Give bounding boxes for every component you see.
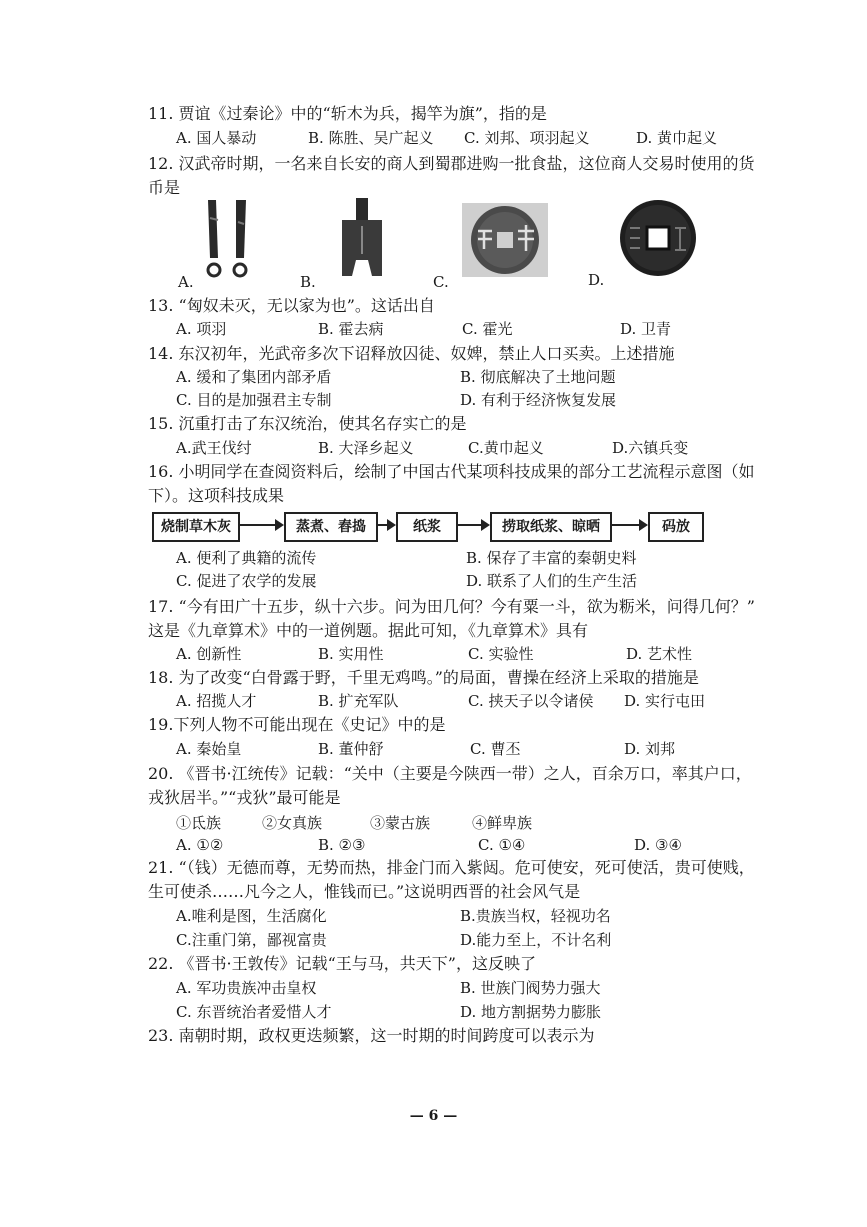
q14-option-b: B. 彻底解决了土地问题 [460,368,616,386]
q17-option-a: A. 创新性 [176,645,242,663]
q15-option-a: A.武王伐纣 [176,439,252,457]
q15-option-d: D.六镇兵变 [612,439,689,457]
q20-item-1: ①氐族 [176,814,222,832]
flow-step-2: 蒸煮、舂捣 [284,512,378,542]
q13-option-d: D. 卫青 [620,320,672,338]
q11-option-c: C. 刘邦、项羽起义 [464,129,590,147]
flow-step-5: 码放 [648,512,704,542]
spade-coin-icon [336,196,388,284]
q13-option-b: B. 霍去病 [318,320,384,338]
page-number: — 6 — [409,1108,458,1124]
q20-item-3: ③蒙古族 [370,814,431,832]
q21-option-c: C.注重门第，鄙视富贵 [176,931,327,949]
wuzhu-coin-icon [618,198,698,278]
banliang-coin-icon [462,203,548,277]
question-21-stem-cont: 生可使杀……凡今之人，惟钱而已。”这说明西晋的社会风气是 [148,882,581,901]
question-20-stem-cont: 戎狄居半。”“戎狄”最可能是 [148,788,341,807]
coin-label-b: B. [300,273,316,291]
q17-option-c: C. 实验性 [468,645,534,663]
q13-option-c: C. 霍光 [462,320,513,338]
q19-option-c: C. 曹丕 [470,740,521,758]
question-22-stem: 22. 《晋书·王敦传》记载“王与马，共天下”，这反映了 [148,954,536,973]
q22-option-a: A. 军功贵族冲击皇权 [176,979,317,997]
question-16-stem: 16. 小明同学在查阅资料后，绘制了中国古代某项科技成果的部分工艺流程示意图（如 [148,462,755,481]
question-11-stem: 11. 贾谊《过秦论》中的“斩木为兵，揭竿为旗”，指的是 [148,104,547,123]
flow-arrow-1 [240,524,282,526]
q21-option-b: B.贵族当权，轻视功名 [460,907,611,925]
question-21-stem: 21. “（钱）无德而尊，无势而热，排金门而入紫闼。危可使安，死可使活，贵可使贱， [148,858,755,877]
q20-option-b: B. ②③ [318,836,366,854]
q17-option-d: D. 艺术性 [626,645,693,663]
q20-item-2: ②女真族 [262,814,323,832]
q18-option-c: C. 挟天子以令诸侯 [468,692,594,710]
q14-option-a: A. 缓和了集团内部矛盾 [176,368,332,386]
q11-option-b: B. 陈胜、吴广起义 [308,129,434,147]
flow-arrow-2 [378,524,394,526]
q14-option-d: D. 有利于经济恢复发展 [460,391,617,409]
flow-step-3: 纸浆 [396,512,458,542]
q16-option-a: A. 便利了典籍的流传 [176,549,317,567]
q22-option-b: B. 世族门阀势力强大 [460,979,601,997]
question-14-stem: 14. 东汉初年，光武帝多次下诏释放囚徒、奴婢，禁止人口买卖。上述措施 [148,344,675,363]
q22-option-c: C. 东晋统治者爱惜人才 [176,1003,332,1021]
coin-label-c: C. [433,273,449,291]
question-13-stem: 13. “匈奴未灭，无以家为也”。这话出自 [148,296,435,315]
q20-option-d: D. ③④ [634,836,682,854]
flow-step-4: 捞取纸浆、晾晒 [490,512,612,542]
q15-option-b: B. 大泽乡起义 [318,439,414,457]
q20-option-a: A. ①② [176,836,224,854]
q22-option-d: D. 地方割据势力膨胀 [460,1003,602,1021]
q15-option-c: C.黄巾起义 [468,439,544,457]
q14-option-c: C. 目的是加强君主专制 [176,391,332,409]
question-17-stem: 17. “今有田广十五步，纵十六步。问为田几何？今有粟一斗，欲为粝米，问得几何？” [148,597,755,616]
question-17-stem-cont: 这是《九章算术》中的一道例题。据此可知，《九章算术》具有 [148,621,589,640]
q18-option-d: D. 实行屯田 [624,692,706,710]
question-20-stem: 20. 《晋书·江统传》记载：“关中（主要是今陕西一带）之人，百余万口，率其户口， [148,764,752,783]
q19-option-a: A. 秦始皇 [176,740,242,758]
q18-option-b: B. 扩充军队 [318,692,399,710]
q20-item-4: ④鲜卑族 [472,814,533,832]
question-12-stem: 12. 汉武帝时期，一名来自长安的商人到蜀郡进购一批食盐，这位商人交易时使用的货 [148,154,755,173]
q16-option-b: B. 保存了丰富的秦朝史料 [466,549,637,567]
q21-option-d: D.能力至上，不计名利 [460,931,612,949]
question-15-stem: 15. 沉重打击了东汉统治，使其名存实亡的是 [148,414,467,433]
q18-option-a: A. 招揽人才 [176,692,257,710]
question-12-stem-cont: 币是 [148,178,181,197]
q11-option-a: A. 国人暴动 [176,129,257,147]
knife-coin-icon [200,198,256,284]
q21-option-a: A.唯利是图，生活腐化 [176,907,327,925]
q19-option-d: D. 刘邦 [624,740,676,758]
coin-label-a: A. [178,273,194,291]
q17-option-b: B. 实用性 [318,645,384,663]
question-18-stem: 18. 为了改变“白骨露于野，千里无鸡鸣。”的局面，曹操在经济上采取的措施是 [148,668,699,687]
flow-arrow-4 [612,524,646,526]
question-16-stem-cont: 下）。这项科技成果 [148,486,285,505]
q16-option-c: C. 促进了农学的发展 [176,572,317,590]
coin-label-d: D. [588,271,605,289]
question-23-stem: 23. 南朝时期，政权更迭频繁，这一时期的时间跨度可以表示为 [148,1026,595,1045]
question-19-stem: 19.下列人物不可能出现在《史记》中的是 [148,715,446,734]
q13-option-a: A. 项羽 [176,320,227,338]
flow-step-1: 烧制草木灰 [152,512,240,542]
flow-arrow-3 [458,524,488,526]
q16-option-d: D. 联系了人们的生产生活 [466,572,638,590]
q19-option-b: B. 董仲舒 [318,740,384,758]
q20-option-c: C. ①④ [478,836,526,854]
q11-option-d: D. 黄巾起义 [636,129,718,147]
